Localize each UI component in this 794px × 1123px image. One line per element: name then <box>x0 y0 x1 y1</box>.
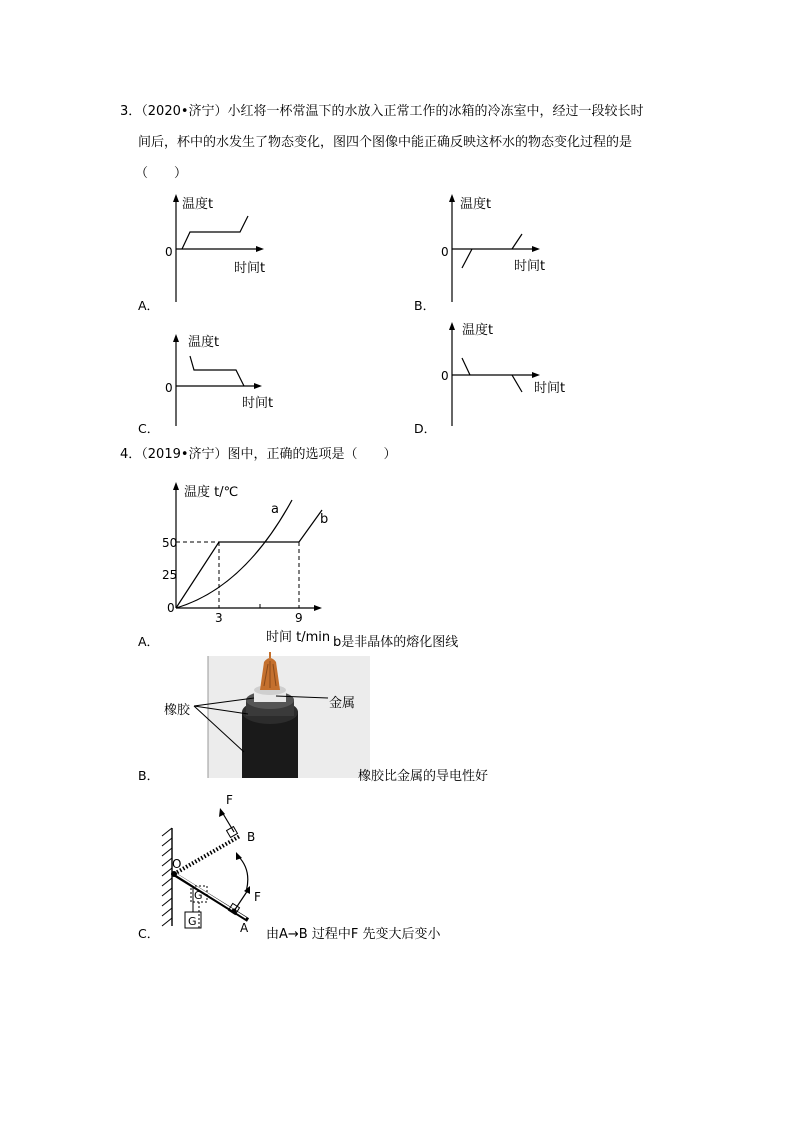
q4c-label-g: G <box>188 915 197 928</box>
q4c-label-f-top: F <box>226 793 233 807</box>
q4a-ytick-25: 25 <box>162 568 178 582</box>
q4b-caption: 橡胶比金属的导电性好 <box>358 769 489 784</box>
q4a-ytick-0: 0 <box>167 601 175 615</box>
q3-line3: （ ） <box>135 166 188 181</box>
option-3b: B． <box>414 298 436 313</box>
q4c-label-f-bottom: F <box>254 890 261 904</box>
q4c-caption: 由A→B 过程中F 先变大后变小 <box>266 927 441 942</box>
graph-d-origin: 0 <box>441 369 449 383</box>
graph-c-origin: 0 <box>165 381 173 395</box>
q4c-label-a: A <box>240 921 249 935</box>
graph-c-xlabel: 时间t <box>242 396 274 411</box>
q4a-graph <box>164 478 344 644</box>
q4a-xlabel: 时间 t/min <box>266 630 331 645</box>
option-3d: D． <box>414 421 437 436</box>
q4a-ylabel: 温度 t/℃ <box>184 485 239 500</box>
option-3a: A． <box>138 298 160 313</box>
graph-a <box>160 192 290 307</box>
q3-line2: 间后，杯中的水发生了物态变化，图四个图像中能正确反映这杯水的物态变化过程的是 <box>138 135 633 150</box>
q4-stem: 4．（2019•济宁）图中，正确的选项是（ ） <box>120 447 397 462</box>
q4a-label-a: a <box>271 502 279 517</box>
q4c-label-o: O <box>172 857 182 871</box>
q4b-label-rubber: 橡胶 <box>164 703 191 718</box>
graph-d-xlabel: 时间t <box>534 381 566 396</box>
q4c-label-g-dashed: G <box>194 889 203 902</box>
option-3c: C． <box>138 421 160 436</box>
q4c-label-b: B <box>247 830 256 844</box>
q4c-lever-diagram <box>156 790 266 940</box>
q4a-xtick-9: 9 <box>295 611 303 625</box>
graph-d-ylabel: 温度t <box>462 323 494 338</box>
graph-a-origin: 0 <box>165 245 173 259</box>
graph-a-ylabel: 温度t <box>182 197 214 212</box>
q3-line1: 3．（2020•济宁）小红将一杯常温下的水放入正常工作的冰箱的冷冻室中，经过一段较长时 <box>120 104 644 119</box>
graph-c-ylabel: 温度t <box>188 335 220 350</box>
graph-b-origin: 0 <box>441 245 449 259</box>
graph-c <box>160 330 290 430</box>
graph-b-ylabel: 温度t <box>460 197 492 212</box>
graph-b <box>436 192 566 307</box>
q4b-label-metal: 金属 <box>329 696 356 711</box>
q4a-letter: A． <box>138 634 160 649</box>
q4a-label-b: b <box>320 512 329 527</box>
graph-a-xlabel: 时间t <box>234 261 266 276</box>
q4b-cable-image <box>160 656 370 778</box>
q4a-ytick-50: 50 <box>162 536 178 550</box>
graph-b-xlabel: 时间t <box>514 259 546 274</box>
q4c-letter: C． <box>138 926 160 941</box>
q4b-letter: B． <box>138 768 160 783</box>
q4a-xtick-3: 3 <box>215 611 223 625</box>
graph-d <box>436 318 576 430</box>
q4a-caption: b是非晶体的熔化图线 <box>333 635 459 650</box>
